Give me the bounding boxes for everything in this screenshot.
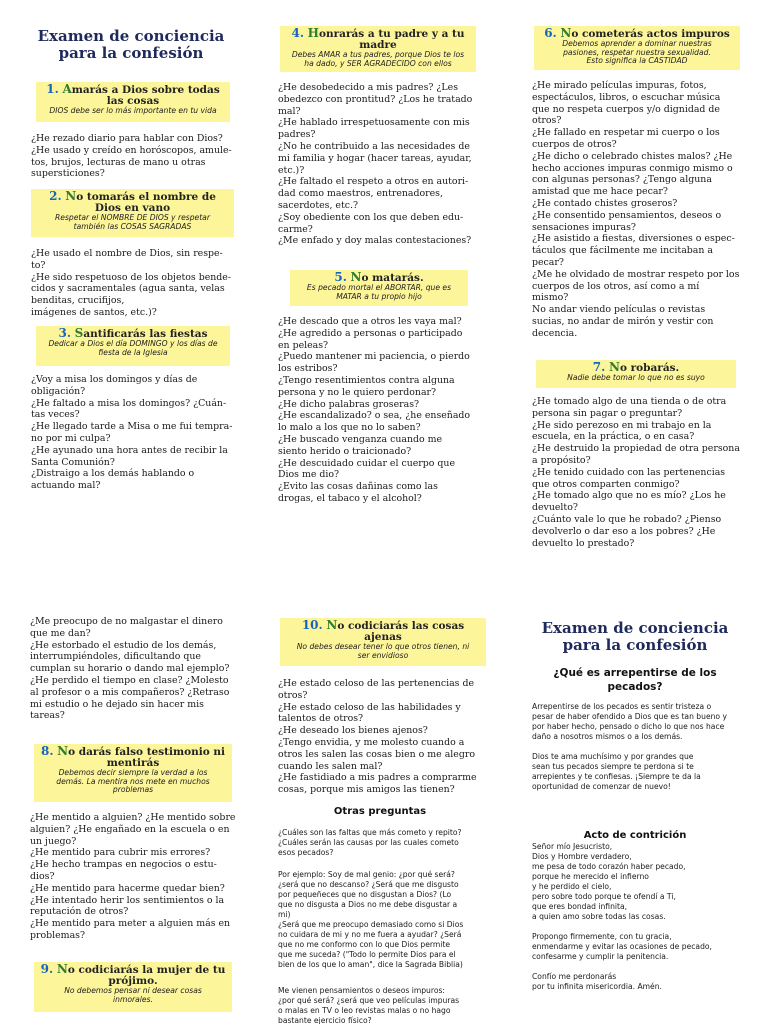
question-line: problemas?: [30, 929, 85, 941]
question-line: mi estudio o he dejado sin hacer mis: [30, 698, 204, 710]
question-line: que otros comparten conmigo?: [532, 478, 680, 490]
question-line: que no respeta cuerpos y/o dignidad de: [532, 103, 720, 115]
question-line: que me dan?: [30, 627, 91, 639]
question-line: ¿He tomado algo que no es mío? ¿Los he: [532, 490, 726, 502]
question-line: ¿He deseado los bienes ajenos?: [278, 725, 428, 737]
text-line: y he perdido el cielo,: [532, 882, 612, 891]
question-line: dad como maestros, entrenadores,: [278, 188, 443, 200]
commandment-2-subtitle: también las COSAS SAGRADAS: [73, 221, 192, 231]
text-line: Por ejemplo: Soy de mal genio: ¿por qué será?: [278, 870, 455, 879]
question-line: ¿Distraigo a los demás hablando o: [31, 468, 195, 480]
question-line: etc.)?: [278, 164, 305, 176]
question-line: cuerpos de los otros, así como a mí: [532, 280, 700, 292]
commandment-7-box: [536, 360, 736, 388]
commandment-3-questions: [31, 374, 241, 492]
question-line: Dios me dio?: [278, 469, 340, 481]
acto-contricion-stanza-2: [532, 932, 747, 962]
text-line: por haber hecho, pensado o dicho lo que nos hace: [532, 722, 725, 731]
commandment-7-continued: [30, 616, 245, 722]
commandment-10-box: [280, 618, 486, 666]
question-line: mi familia y hogar (hacer tareas, ayudar,: [278, 152, 472, 164]
question-line: ¿Cuánto vale lo que he robado? ¿Pienso: [532, 513, 722, 525]
question-line: ¿He mirado películas impuras, fotos,: [532, 80, 707, 91]
commandment-8-title: [38, 746, 228, 769]
question-line: ¿He mentido para meter a alguien más en: [30, 918, 231, 930]
question-line: ¿Me preocupo de no malgastar el dinero: [30, 616, 223, 627]
commandment-1-title: [40, 84, 226, 107]
question-line: escuela, en la práctica, o en casa?: [532, 431, 695, 443]
commandment-10-subtitle: No debes desear tener lo que otros tienen, ni: [296, 642, 470, 651]
question-line: obligación?: [31, 385, 86, 397]
text-line: esos pecados?: [278, 848, 334, 857]
text-line: que no disgusta a Dios no me debe disgustar a: [278, 900, 458, 909]
question-line: ¿Me he olvidado de mostrar respeto por los: [532, 268, 740, 280]
question-line: devuelto lo prestado?: [532, 537, 635, 549]
commandment-text: marás a Dios sobre todas las cosas: [71, 84, 220, 107]
text-line: que me suceda? ("Todo lo permite Dios para el: [278, 950, 456, 959]
arrepentirse-paragraph-2: [532, 752, 747, 792]
commandment-1-subtitle: DIOS debe ser lo más importante en tu vida: [49, 106, 217, 115]
question-line: sucias, no andar de mirón y vestir con: [532, 315, 714, 327]
commandment-8-questions: [30, 812, 245, 942]
text-line: confesarme y cumplir la penitencia.: [532, 952, 669, 961]
text-line: me pesa de todo corazón haber pecado,: [532, 862, 686, 871]
arrepentirse-paragraph-1: [532, 702, 747, 742]
commandment-number: 7.: [592, 360, 606, 374]
commandment-text: o matarás.: [361, 272, 424, 284]
commandment-5-questions: [278, 316, 488, 505]
page-1-column: [28, 28, 234, 62]
question-line: tas veces?: [31, 409, 80, 421]
commandment-10-questions: [278, 678, 493, 796]
otras-preguntas-paragraph-3: [278, 986, 493, 1024]
commandment-2-subtitle: Respetar el NOMBRE DE DIOS y respetar: [55, 213, 210, 222]
commandment-9-subtitle: No debemos pensar ni desear cosas: [64, 986, 202, 995]
question-line: Santa Comunión?: [31, 456, 115, 468]
commandment-6-subtitle: pasiones, respetar nuestra sexualidad.: [563, 47, 711, 57]
commandment-2-title: [35, 191, 230, 214]
question-line: ¿He estado celoso de las habilidades y: [278, 701, 461, 713]
question-line: cumplan su horario o dando mal ejemplo?: [30, 663, 230, 675]
text-line: ¿Será que me preocupo demasiado como si Dios: [278, 920, 464, 929]
question-line: reputación de otros?: [30, 906, 129, 918]
question-line: sensaciones impuras?: [532, 221, 636, 233]
text-line: Dios te ama muchísimo y por grandes que: [532, 752, 694, 761]
text-line: ¿Cuáles son las faltas que más cometo y repito?: [278, 828, 462, 837]
question-line: devolverlo o dar eso a los pobres? ¿He: [532, 525, 716, 537]
question-line: decencia.: [532, 327, 578, 339]
question-line: alguien? ¿He engañado en la escuela o en: [30, 823, 230, 835]
question-line: ¿He intentado herir los sentimientos o la: [30, 894, 225, 906]
question-line: ¿He estado celoso de las pertenencias de: [278, 678, 475, 689]
question-line: ¿He descuidado cuidar el cuerpo que: [278, 457, 455, 469]
commandment-7-subtitle: Nadie debe tomar lo que no es suyo: [567, 373, 705, 382]
acto-contricion-heading: Acto de contrición: [583, 830, 687, 841]
commandment-8-subtitle: demás. La mentira nos mete en muchos: [56, 776, 210, 786]
question-line: No andar viendo películas o revistas: [532, 304, 706, 316]
text-line: por tu infinita misericordia. Amén.: [532, 982, 662, 991]
question-line: otros les salen las cosas bien o me alegro: [278, 748, 475, 760]
text-line: que eres bondad infinita,: [532, 902, 628, 911]
question-line: ¿He fastidiado a mis padres a comprarme: [278, 772, 477, 784]
question-line: ¿He faltado a misa los domingos? ¿Cuán-: [31, 397, 227, 409]
commandment-4-subtitle: Debes AMAR a tus padres, porque Dios te los: [291, 50, 465, 59]
commandment-text: o robarás.: [619, 362, 680, 374]
text-line: Arrepentirse de los pecados es sentir tristeza o: [532, 702, 712, 711]
text-line: bien de los que lo aman", dice la Sagrada Biblia): [278, 960, 463, 969]
text-line: ¿será que no descanso? ¿Será que me disgusto: [278, 880, 459, 889]
commandment-number: 10.: [301, 618, 323, 632]
heading-line: ¿Qué es arrepentirse de los: [553, 667, 717, 679]
question-line: ¿He ayunado una hora antes de recibir la: [31, 444, 228, 456]
question-line: amistad que me hace pecar?: [532, 186, 668, 198]
arrepentirse-heading: [530, 666, 740, 694]
commandment-9-subtitle: inmorales.: [113, 994, 153, 1004]
acto-contricion-stanza-3: [532, 972, 747, 992]
question-line: padres?: [278, 129, 316, 141]
commandment-number: 4.: [291, 26, 304, 40]
commandment-9-title: [38, 964, 228, 987]
title-line-1: Examen de conciencia: [37, 27, 225, 45]
page-title: [28, 28, 234, 62]
text-line: Propongo firmemente, con tu gracia,: [532, 932, 672, 941]
commandment-7-questions: [532, 396, 747, 549]
question-line: ¿He rezado diario para hablar con Dios?: [31, 133, 223, 144]
question-line: ¿He usado el nombre de Dios, sin respe-: [31, 248, 223, 259]
commandment-number: 1.: [46, 82, 59, 96]
commandment-6-subtitle: Esto significa la CASTIDAD: [586, 56, 688, 66]
commandment-initial: H: [307, 26, 319, 40]
text-line: porque he merecido el infierno: [532, 872, 649, 881]
question-line: ¿Evito las cosas dañinas como las: [278, 481, 438, 493]
commandment-3-subtitle: Dedicar a Dios el día DOMINGO y los días de: [48, 339, 218, 348]
text-line: bastante ejercicio físico?: [278, 1016, 372, 1024]
question-line: ¿He dicho palabras groseras?: [278, 398, 420, 410]
question-line: supersticiones?: [31, 168, 105, 180]
commandment-9-box: [34, 962, 232, 1012]
question-line: persona y no le quiero perdonar?: [278, 386, 437, 398]
commandment-5-subtitle: Es pecado mortal el ABORTAR, que es: [306, 283, 452, 292]
commandment-2-box: [31, 189, 234, 237]
commandment-initial: N: [560, 26, 572, 40]
question-line: ¿He dicho o celebrado chistes malos? ¿He: [532, 150, 733, 162]
question-line: ¿He descado que a otros les vaya mal?: [278, 316, 462, 327]
commandment-initial: A: [62, 82, 72, 96]
commandment-text: antificarás las fiestas: [83, 328, 208, 340]
commandment-initial: N: [65, 189, 77, 203]
question-line: ¿Puedo mantener mi paciencia, o pierdo: [278, 351, 470, 363]
commandment-text: onrarás a tu padre y a tu madre: [319, 28, 465, 51]
title-line-2: para la confesión: [562, 636, 708, 654]
commandment-5-box: [290, 270, 468, 306]
commandment-initial: N: [326, 618, 338, 632]
question-line: interrumpiéndoles, dificultando que: [30, 651, 201, 663]
question-line: los estribos?: [278, 363, 338, 375]
question-line: no por mi culpa?: [31, 432, 111, 444]
commandment-1-box: [36, 82, 230, 122]
question-line: en peleas?: [278, 339, 329, 351]
question-line: ¿Me enfado y doy malas contestaciones?: [278, 235, 472, 247]
commandment-5-subtitle: MATAR a tu propio hijo: [336, 291, 422, 301]
commandment-initial: S: [74, 326, 84, 340]
text-line: Confío me perdonarás: [532, 972, 617, 981]
text-line: no cuidara de mi y no me fuera a ayudar? ¿Será: [278, 930, 462, 939]
question-line: pecar?: [532, 256, 564, 268]
question-line: ¿He llegado tarde a Misa o me fui tempra-: [31, 421, 233, 433]
question-line: ¿He buscado venganza cuando me: [278, 433, 443, 445]
question-line: táculos que fácilmente me incitaban a: [532, 245, 713, 257]
commandment-initial: N: [56, 962, 68, 976]
question-line: ¿He mentido a alguien? ¿He mentido sobre: [30, 812, 236, 823]
commandment-number: 6.: [544, 26, 557, 40]
commandment-initial: N: [57, 744, 69, 758]
question-line: ¿He perdido el tiempo en clase? ¿Molesto: [30, 674, 229, 686]
question-line: espectáculos, libros, o escuchar música: [532, 91, 721, 103]
text-line: pesar de haber ofendido a Dios que es tan bueno y: [532, 712, 727, 721]
question-line: con algunas personas? ¿Tengo alguna: [532, 174, 712, 186]
question-line: carme?: [278, 223, 313, 235]
question-line: ¿He sido perezoso en mi trabajo en la: [532, 419, 712, 431]
commandment-10-title: [284, 620, 482, 643]
question-line: un juego?: [30, 835, 77, 847]
question-line: mal?: [278, 105, 301, 117]
question-line: cuando les salen mal?: [278, 760, 383, 772]
text-line: sean tus pecados siempre te perdona si te: [532, 762, 694, 771]
commandment-text: o tomarás el nombre de Dios en vano: [76, 191, 216, 214]
question-line: ¿Tengo envidia, y me molesto cuando a: [278, 736, 465, 748]
question-line: drogas, el tabaco y el alcohol?: [278, 492, 422, 504]
text-line: a quien amo sobre todas las cosas.: [532, 912, 666, 921]
question-line: ¿He hablado irrespetuosamente con mis: [278, 117, 470, 129]
question-line: cidos y sacramentales (agua santa, velas: [31, 283, 225, 295]
question-line: hecho acciones impuras conmigo mismo o: [532, 162, 733, 174]
otras-preguntas-heading: Otras preguntas: [333, 806, 427, 817]
question-line: lo malo a los que no lo saben?: [278, 422, 421, 434]
question-line: ¿No he contribuido a las necesidades de: [278, 140, 470, 152]
commandment-initial: N: [608, 360, 620, 374]
commandment-10-subtitle: ser envidioso: [357, 650, 409, 660]
title-line-1: Examen de conciencia: [541, 619, 729, 637]
commandment-8-box: [34, 744, 232, 802]
text-line: arrepientes y te confiesas. ¡Siempre te da la: [532, 772, 701, 781]
question-line: a propósito?: [532, 454, 591, 466]
text-line: oportunidad de comenzar de nuevo!: [532, 782, 671, 791]
question-line: obedezco con prontitud? ¿Los he tratado: [278, 93, 473, 105]
question-line: ¿He desobedecido a mis padres? ¿Les: [278, 82, 459, 93]
question-line: ¿He tenido cuidado con las pertenencias: [532, 466, 726, 478]
question-line: sacerdotes, etc.?: [278, 199, 358, 211]
question-line: persona sin pagar o preguntar?: [532, 407, 683, 419]
commandment-2-questions: [31, 248, 241, 319]
question-line: ¿He faltado el respeto a otros en autori-: [278, 176, 469, 188]
text-line: ¿Cuáles serán las causas por las cuales cometo: [278, 838, 459, 847]
question-line: to?: [31, 259, 46, 271]
otras-preguntas-paragraph-2: [278, 870, 493, 970]
question-line: tos, brujos, lecturas de mano u otras: [31, 156, 206, 168]
commandment-text: o darás falso testimonio ni mentirás: [68, 746, 226, 769]
question-line: ¿He contado chistes groseros?: [532, 197, 678, 209]
acto-contricion-stanza-1: [532, 842, 747, 922]
question-line: ¿He hecho trampas en negocios o estu-: [30, 859, 217, 871]
text-line: Dios y Hombre verdadero,: [532, 852, 632, 861]
text-line: o malas en TV o leo revistas malas o no hago: [278, 1006, 451, 1015]
question-line: ¿He tomado algo de una tienda o de otra: [532, 396, 727, 407]
commandment-6-questions: [532, 80, 747, 340]
question-line: actuando mal?: [31, 480, 101, 492]
text-line: ¿por qué será? ¿será que veo películas impuras: [278, 996, 460, 1005]
commandment-6-box: [534, 26, 740, 70]
commandment-3-box: [36, 326, 230, 366]
question-line: cosas, porque mis amigos las tienen?: [278, 784, 455, 796]
commandment-text: o cometerás actos impuros: [571, 28, 730, 40]
commandment-8-subtitle: Debemos decir siempre la verdad a los: [58, 768, 208, 777]
text-line: por pequeñeces que no disgustan a Dios? (Lo: [278, 890, 452, 899]
question-line: otros?: [278, 689, 308, 701]
text-line: daño a nosotros mismos o a los demás.: [532, 732, 683, 741]
cover-title: [530, 620, 740, 654]
question-line: ¿He mentido para cubrir mis errores?: [30, 847, 211, 859]
question-line: ¿He escandalizado? o sea, ¿he enseñado: [278, 410, 471, 422]
question-line: ¿He consentido pensamientos, deseos o: [532, 209, 722, 221]
question-line: ¿He destruido la propiedad de otra persona: [532, 443, 740, 455]
question-line: ¿He estorbado el estudio de los demás,: [30, 639, 217, 651]
commandment-number: 2.: [49, 189, 62, 203]
commandment-3-subtitle: fiesta de la Iglesia: [98, 347, 168, 357]
commandment-1-questions: [31, 133, 241, 180]
title-line-2: para la confesión: [58, 44, 204, 62]
commandment-4-subtitle: ha dado, y SER AGRADECIDO con ellos: [304, 58, 452, 68]
text-line: Señor mío Jesucristo,: [532, 842, 613, 851]
question-line: ¿Voy a misa los domingos y días de: [31, 374, 198, 385]
question-line: siento herido o traicionado?: [278, 445, 412, 457]
question-line: ¿He agredido a personas o participado: [278, 327, 463, 339]
text-line: que no me conformo con lo que Dios permite: [278, 940, 451, 949]
text-line: mi): [278, 910, 291, 919]
question-line: cuerpos de otros?: [532, 138, 617, 150]
question-line: otros?: [532, 115, 562, 127]
question-line: ¿Tengo resentimientos contra alguna: [278, 374, 455, 386]
commandment-8-subtitle: problemas: [112, 785, 154, 795]
text-line: enmendarme y evitar las ocasiones de pecado,: [532, 942, 712, 951]
question-line: talentos de otros?: [278, 713, 364, 725]
question-line: ¿He mentido para hacerme quedar bien?: [30, 882, 225, 894]
question-line: ¿He fallado en respetar mi cuerpo o los: [532, 127, 720, 139]
question-line: al profesor o a mis compañeros? ¿Retraso: [30, 686, 230, 698]
commandment-initial: N: [350, 270, 362, 284]
question-line: benditas, crucifijos,: [31, 295, 125, 307]
question-line: dios?: [30, 870, 55, 882]
commandment-4-box: [280, 26, 476, 72]
question-line: imágenes de santos, etc.)?: [31, 306, 157, 318]
commandment-text: o codiciarás las cosas ajenas: [337, 620, 465, 643]
question-line: ¿He usado y creído en horóscopos, amule-: [31, 144, 232, 156]
otras-preguntas-paragraph-1: [278, 828, 493, 858]
commandment-number: 3.: [58, 326, 72, 340]
question-line: ¿He sido respetuoso de los objetos bende-: [31, 271, 232, 283]
question-line: ¿He asistido a fiestas, diversiones o espec-: [532, 233, 735, 245]
text-line: Me vienen pensamientos o deseos impuros:: [278, 986, 445, 995]
commandment-number: 9.: [40, 962, 54, 976]
question-line: mismo?: [532, 292, 569, 304]
question-line: ¿Soy obediente con los que deben edu-: [278, 211, 464, 223]
commandment-number: 8.: [40, 744, 54, 758]
heading-line: pecados?: [607, 681, 663, 693]
question-line: tareas?: [30, 710, 65, 722]
commandment-4-title: [284, 28, 472, 51]
commandment-6-subtitle: Debemos aprender a dominar nuestras: [562, 39, 712, 48]
commandment-number: 5.: [334, 270, 347, 284]
commandment-text: o codiciarás la mujer de tu prójimo.: [67, 964, 226, 987]
text-line: pero sobre todo porque te ofendí a Ti,: [532, 892, 676, 901]
commandment-4-questions: [278, 82, 488, 247]
question-line: devuelto?: [532, 502, 578, 514]
